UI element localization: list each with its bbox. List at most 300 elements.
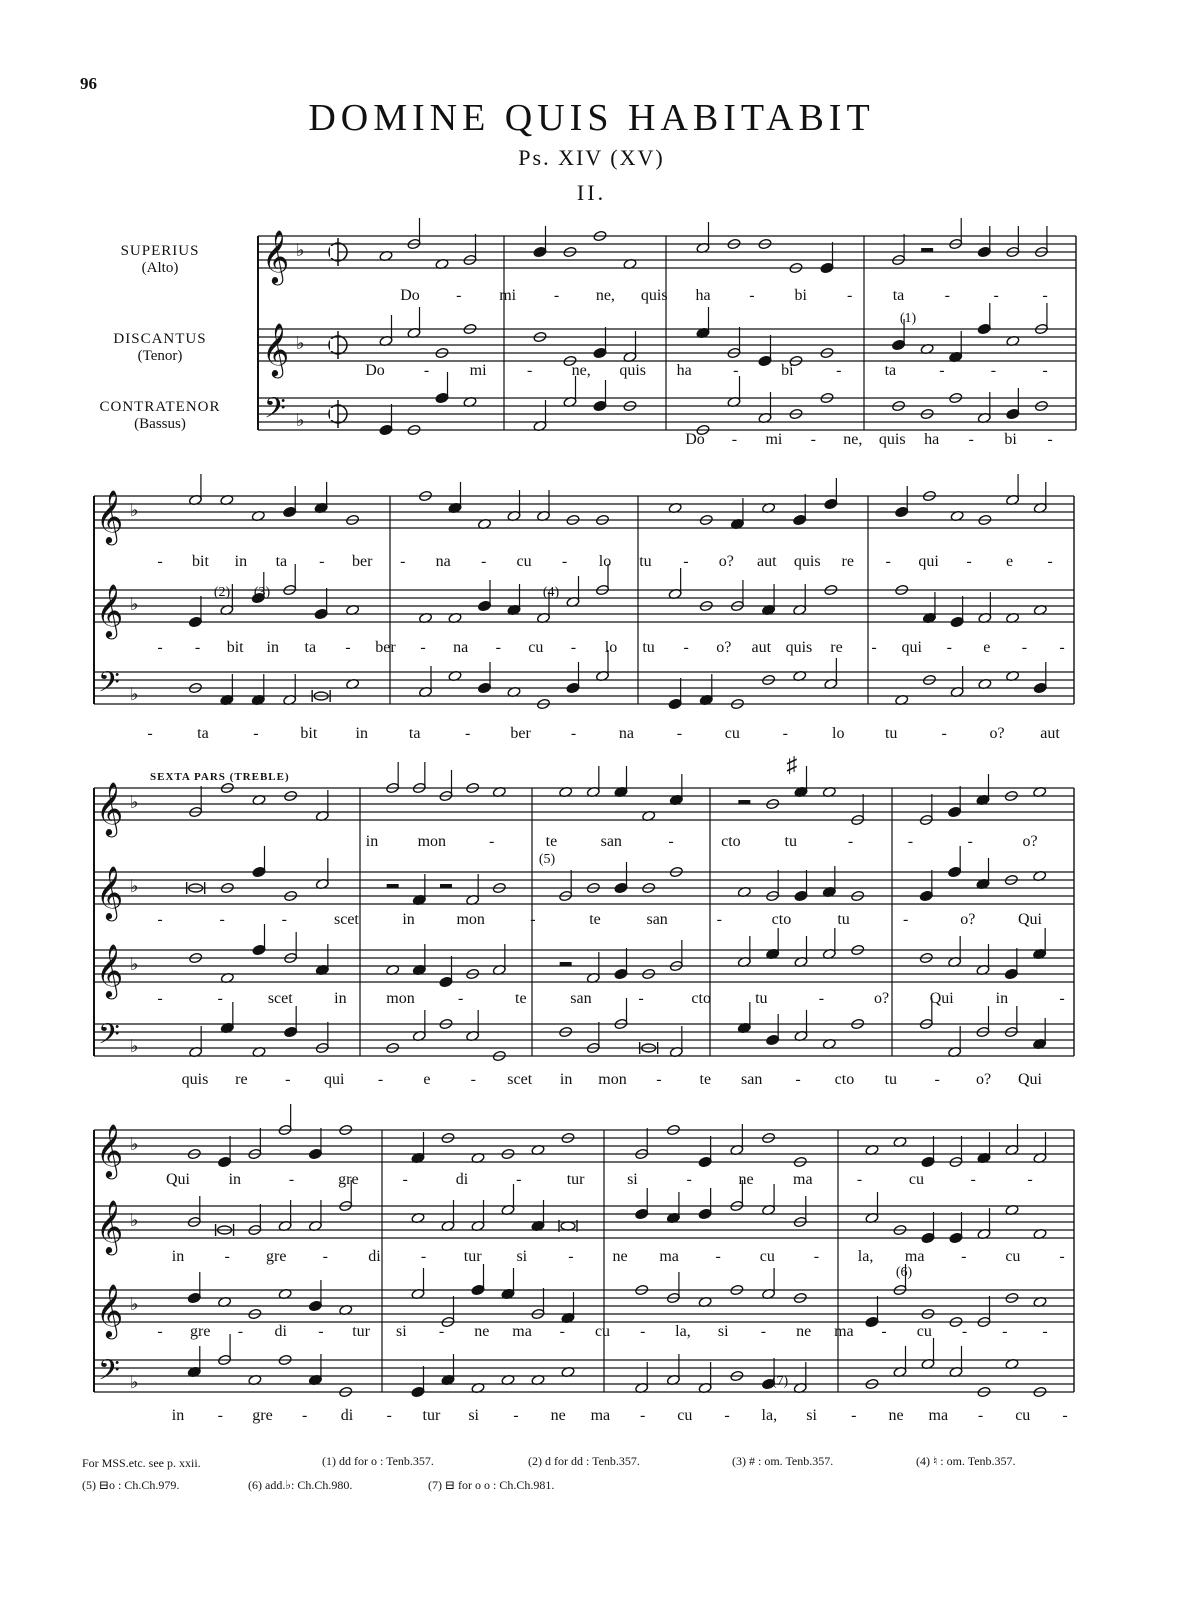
lyric-contratenor: - xyxy=(302,1407,308,1424)
lyric-superius: - xyxy=(1059,1248,1065,1265)
flat-icon: ♭ xyxy=(296,410,305,430)
rest-icon xyxy=(738,800,750,804)
lyric-discantus: si xyxy=(396,1323,407,1340)
lyric-discantus: na xyxy=(453,639,469,656)
bass-clef-icon: 𝄢 xyxy=(98,668,120,705)
lyric-contratenor: aut xyxy=(1040,725,1060,742)
lyric-sexta: - xyxy=(1027,1171,1033,1188)
lyric-contratenor: ha xyxy=(924,431,940,448)
lyric-superius: ne xyxy=(612,1248,628,1265)
lyric-contratenor: - xyxy=(1047,431,1053,448)
lyric-superius: - xyxy=(715,1248,721,1265)
lyric-discantus: - xyxy=(1021,639,1028,656)
lyric-contratenor: scet xyxy=(507,1071,533,1088)
lyric-superius: - xyxy=(319,553,325,570)
lyric-contratenor: ne xyxy=(550,1407,566,1424)
lyric-discantus: - xyxy=(495,639,501,656)
lyric-contratenor: - xyxy=(470,1071,476,1088)
lyric-contratenor: - xyxy=(377,1071,384,1088)
lyric-discantus: in xyxy=(334,990,347,1007)
lyric-superius: - xyxy=(553,287,560,304)
lyric-superius: ne, xyxy=(595,287,615,304)
lyric-superius: - xyxy=(400,553,406,570)
lyric-contratenor: Qui xyxy=(1018,1071,1042,1088)
lyric-discantus: - xyxy=(526,362,533,379)
lyric-discantus: - xyxy=(990,362,997,379)
lyric-discantus: ne xyxy=(796,1323,812,1340)
lyric-discantus: ne xyxy=(474,1323,490,1340)
lyric-superius: cu xyxy=(1005,1248,1021,1265)
lyric-contratenor: di xyxy=(340,1407,354,1424)
lyric-discantus: - xyxy=(458,990,464,1007)
lyric-contratenor: - xyxy=(253,725,259,742)
lyric-superius: scet xyxy=(333,911,359,928)
voice-role: (Bassus) xyxy=(134,416,186,432)
lyric-discantus: - xyxy=(640,1323,646,1340)
lyric-superius: - xyxy=(683,553,689,570)
page-number: 96 xyxy=(80,74,97,93)
treble-clef-icon: 𝄞 xyxy=(96,1125,124,1176)
voice-name: SUPERIUS xyxy=(120,243,200,259)
footnote-mss: For MSS.etc. see p. xxii. xyxy=(82,1456,201,1470)
lyric-contratenor: quis xyxy=(181,1071,209,1088)
lyric-contratenor: - xyxy=(386,1407,392,1424)
footnote-3: (3) # : om. Tenb.357. xyxy=(732,1454,834,1468)
footnote-7: (7) ⊟ for o o : Ch.Ch.981. xyxy=(428,1478,555,1492)
lyric-discantus: ta xyxy=(304,639,317,656)
treble-clef-icon: 𝄞 xyxy=(96,1201,124,1252)
lyric-contratenor: - xyxy=(724,1407,730,1424)
lyric-contratenor: cu xyxy=(1015,1407,1031,1424)
lyric-contratenor: in xyxy=(559,1071,573,1088)
lyric-contratenor: qui xyxy=(323,1071,345,1088)
lyric-contratenor: in xyxy=(171,1407,185,1424)
editorial-mark: (6) xyxy=(895,1265,913,1280)
lyric-discantus: - xyxy=(881,1323,887,1340)
part-number: II. xyxy=(576,180,607,205)
lyric-discantus: - xyxy=(157,990,163,1007)
bass-clef-icon: 𝄢 xyxy=(98,1020,120,1057)
sharp-icon: ♯ xyxy=(786,752,798,777)
sexta-pars-label: SEXTA PARS (TREBLE) xyxy=(150,771,290,783)
lyric-discantus: - xyxy=(237,1323,244,1340)
lyric-contratenor: in xyxy=(355,725,368,742)
lyric-discantus: ha xyxy=(676,362,692,379)
lyric-superius: si xyxy=(516,1248,528,1265)
lyric-discantus: - xyxy=(559,1323,565,1340)
lyric-superius: o? xyxy=(960,911,976,928)
lyric-superius: lo xyxy=(598,553,612,570)
lyric-superius: bit xyxy=(192,553,209,570)
flat-icon: ♭ xyxy=(296,240,305,260)
lyric-superius: - xyxy=(961,1248,967,1265)
lyric-discantus: te xyxy=(515,990,527,1007)
lyric-sexta: tur xyxy=(566,1171,585,1188)
lyric-contratenor: cu xyxy=(677,1407,693,1424)
lyric-discantus: ma xyxy=(512,1323,532,1340)
lyric-discantus: - xyxy=(420,639,426,656)
treble-clef-icon: 𝄞 xyxy=(96,867,124,918)
lyric-superius: - xyxy=(903,911,909,928)
lyric-contratenor: san xyxy=(741,1071,763,1088)
lyric-discantus: mon xyxy=(386,990,415,1007)
lyric-discantus: ne, xyxy=(571,362,591,379)
treble-clef-icon: 𝄞 xyxy=(262,324,290,375)
note xyxy=(561,1222,575,1230)
editorial-mark: (3) xyxy=(253,585,271,600)
lyric-contratenor: - xyxy=(795,1071,801,1088)
lyric-superius: bi xyxy=(794,287,807,304)
lyric-superius: mon xyxy=(456,911,485,928)
treble-clef-icon: 𝄞 xyxy=(96,945,124,996)
lyric-discantus: qui xyxy=(901,639,922,656)
lyric-superius: - xyxy=(456,287,462,304)
lyric-sexta: di xyxy=(455,1171,469,1188)
lyric-discantus: - xyxy=(760,1323,767,1340)
lyric-contratenor: - xyxy=(656,1071,662,1088)
piece-title: DOMINE QUIS HABITABIT xyxy=(308,97,875,139)
lyric-discantus: - xyxy=(438,1323,445,1340)
lyric-discantus: scet xyxy=(267,990,293,1007)
lyric-contratenor: na xyxy=(618,725,635,742)
lyric-superius: tu xyxy=(837,911,850,928)
lyric-discantus: cu xyxy=(594,1323,611,1340)
lyric-contratenor: - xyxy=(968,431,974,448)
lyric-discantus: - xyxy=(157,639,163,656)
lyric-sexta: cto xyxy=(721,833,741,850)
lyric-discantus: bi xyxy=(781,362,794,379)
flat-icon: ♭ xyxy=(130,954,139,974)
lyric-discantus: - xyxy=(961,1323,968,1340)
lyric-contratenor: - xyxy=(513,1407,519,1424)
lyric-discantus: - xyxy=(423,362,430,379)
lyric-discantus: - xyxy=(318,1323,324,1340)
lyric-discantus: ber xyxy=(375,639,396,656)
lyric-sexta: - xyxy=(488,833,495,850)
lyric-sexta: in xyxy=(365,833,379,850)
lyric-discantus: e xyxy=(983,639,991,656)
lyric-discantus: - xyxy=(194,639,201,656)
lyric-discantus: - xyxy=(836,362,842,379)
lyric-contratenor: - xyxy=(147,725,153,742)
flat-icon: ♭ xyxy=(130,876,139,896)
lyric-superius: ta xyxy=(892,287,905,304)
lyric-superius: - xyxy=(224,1248,230,1265)
editorial-mark: (2) xyxy=(213,585,231,600)
lyric-contratenor: ta xyxy=(408,725,421,742)
lyric-superius: te xyxy=(589,911,601,928)
lyric-superius: - xyxy=(885,553,891,570)
lyric-discantus: - xyxy=(570,639,577,656)
lyric-contratenor: ne xyxy=(888,1407,904,1424)
lyric-superius: - xyxy=(157,553,163,570)
lyric-contratenor: ne, xyxy=(843,431,863,448)
lyric-superius: ber xyxy=(352,553,373,570)
lyric-superius: Do xyxy=(400,287,420,304)
voice-name: CONTRATENOR xyxy=(99,399,221,415)
psalm-reference: Ps. XIV (XV) xyxy=(518,145,665,170)
lyric-contratenor: gre xyxy=(252,1407,273,1424)
lyric-superius: - xyxy=(530,911,536,928)
lyric-discantus: bit xyxy=(226,639,244,656)
lyric-discantus: - xyxy=(733,362,739,379)
lyric-contratenor: si xyxy=(806,1407,817,1424)
lyric-contratenor: re xyxy=(235,1071,248,1088)
cut-time-gap xyxy=(330,339,338,351)
lyric-superius: in xyxy=(234,553,248,570)
lyric-discantus: - xyxy=(217,990,223,1007)
lyric-sexta: tu xyxy=(784,833,797,850)
lyric-superius: - xyxy=(813,1248,820,1265)
editorial-mark: (7) xyxy=(771,1374,789,1389)
lyric-superius: qui xyxy=(918,553,939,570)
lyric-sexta: - xyxy=(847,833,854,850)
lyric-discantus: - xyxy=(157,1323,163,1340)
lyric-superius: in xyxy=(171,1248,185,1265)
lyric-contratenor: tur xyxy=(422,1407,441,1424)
lyric-contratenor: - xyxy=(782,725,788,742)
lyric-sexta: ne xyxy=(738,1171,754,1188)
rest-icon xyxy=(440,884,452,888)
lyric-sexta: si xyxy=(627,1171,638,1188)
lyric-superius: - xyxy=(846,287,853,304)
lyric-discantus: tu xyxy=(755,990,768,1007)
lyric-sexta: in xyxy=(228,1171,242,1188)
voice-role: (Alto) xyxy=(141,260,179,276)
lyric-superius: Qui xyxy=(1018,911,1042,928)
footnote-2: (2) d for dd : Tenb.357. xyxy=(528,1454,640,1468)
lyric-discantus: in xyxy=(995,990,1009,1007)
flat-icon: ♭ xyxy=(130,1134,139,1154)
lyric-contratenor: tu xyxy=(884,725,898,742)
cut-time-gap xyxy=(330,246,338,258)
footnote-5: (5) ⊟o : Ch.Ch.979. xyxy=(82,1478,180,1492)
lyric-discantus: san xyxy=(570,990,592,1007)
lyric-discantus: - xyxy=(1042,1323,1048,1340)
lyric-superius: - xyxy=(157,911,163,928)
lyric-contratenor: ma xyxy=(928,1407,949,1424)
flat-icon: ♭ xyxy=(130,1372,139,1392)
lyric-superius: - xyxy=(1042,287,1048,304)
flat-icon: ♭ xyxy=(130,1294,139,1314)
lyric-contratenor: cu xyxy=(724,725,740,742)
lyric-contratenor: - xyxy=(851,1407,857,1424)
lyric-superius: - xyxy=(420,1248,427,1265)
lyric-sexta: - xyxy=(516,1171,522,1188)
lyric-discantus: aut xyxy=(751,639,772,656)
lyric-contratenor: mon xyxy=(598,1071,627,1088)
lyric-superius: ta xyxy=(275,553,288,570)
lyric-superius: ma xyxy=(904,1248,925,1265)
lyric-superius: la, xyxy=(857,1248,874,1265)
lyric-contratenor: - xyxy=(285,1071,291,1088)
lyric-contratenor: ta xyxy=(197,725,209,742)
lyric-contratenor: si xyxy=(468,1407,480,1424)
lyric-discantus: - xyxy=(939,362,945,379)
lyric-superius: di xyxy=(368,1248,381,1265)
lyric-sexta: - xyxy=(402,1171,408,1188)
lyric-discantus: o? xyxy=(874,990,890,1007)
lyric-discantus: re xyxy=(830,639,843,656)
footnote-1: (1) dd for o : Tenb.357. xyxy=(322,1454,434,1468)
treble-clef-icon: 𝄞 xyxy=(262,231,290,282)
lyric-discantus: si xyxy=(717,1323,729,1340)
lyric-superius: - xyxy=(480,553,487,570)
flat-icon: ♭ xyxy=(130,1036,139,1056)
lyric-contratenor: - xyxy=(676,725,683,742)
lyric-superius: - xyxy=(219,911,225,928)
footnote-6: (6) add.♭: Ch.Ch.980. xyxy=(248,1478,353,1492)
lyric-superius: ma xyxy=(659,1248,679,1265)
lyric-sexta: - xyxy=(967,833,973,850)
lyric-contratenor: - xyxy=(731,431,738,448)
lyric-superius: e xyxy=(1005,553,1014,570)
lyric-superius: - xyxy=(966,553,972,570)
lyric-sexta: gre xyxy=(338,1171,359,1188)
lyric-discantus: gre xyxy=(190,1323,211,1340)
lyric-discantus: tur xyxy=(352,1323,371,1340)
lyric-sexta: o? xyxy=(1022,833,1038,850)
lyric-discantus: o? xyxy=(716,639,732,656)
treble-clef-icon: 𝄞 xyxy=(96,1285,124,1336)
lyric-contratenor: tu xyxy=(884,1071,898,1088)
footnote-4: (4) ♮ : om. Tenb.357. xyxy=(916,1454,1016,1468)
lyric-sexta: - xyxy=(907,833,914,850)
lyric-discantus: lo xyxy=(604,639,618,656)
lyric-contratenor: - xyxy=(934,1071,940,1088)
lyric-contratenor: - xyxy=(977,1407,984,1424)
lyric-superius: - xyxy=(993,287,999,304)
flat-icon: ♭ xyxy=(130,1210,139,1230)
lyric-sexta: san xyxy=(600,833,622,850)
lyric-contratenor: e xyxy=(423,1071,431,1088)
lyric-superius: - xyxy=(568,1248,574,1265)
lyric-contratenor: cto xyxy=(834,1071,855,1088)
lyric-superius: tu xyxy=(639,553,652,570)
lyric-contratenor: la, xyxy=(761,1407,778,1424)
lyric-discantus: cto xyxy=(691,990,711,1007)
lyric-discantus: - xyxy=(1059,990,1065,1007)
lyric-superius: re xyxy=(841,553,854,570)
rest-icon xyxy=(387,884,399,888)
lyric-superius: quis xyxy=(793,553,821,570)
lyric-discantus: la, xyxy=(675,1323,691,1340)
lyric-sexta: - xyxy=(686,1171,692,1188)
bass-clef-icon: 𝄢 xyxy=(264,394,286,431)
lyric-superius: cto xyxy=(771,911,792,928)
lyric-contratenor: quis xyxy=(878,431,906,448)
flat-icon: ♭ xyxy=(130,684,139,704)
lyric-discantus: mi xyxy=(469,362,487,379)
lyric-superius: - xyxy=(749,287,755,304)
lyric-superius: san xyxy=(646,911,668,928)
rest-icon xyxy=(560,962,572,966)
lyric-discantus: - xyxy=(871,639,877,656)
cut-time-gap xyxy=(330,408,338,420)
lyric-discantus: ma xyxy=(834,1323,854,1340)
lyric-sexta: - xyxy=(970,1171,976,1188)
bass-clef-icon: 𝄢 xyxy=(98,1356,120,1393)
rest-icon xyxy=(921,248,933,252)
lyric-superius: ha xyxy=(695,287,711,304)
editorial-mark: (4) xyxy=(542,585,560,600)
lyric-discantus: - xyxy=(1042,362,1048,379)
lyric-contratenor: o? xyxy=(976,1071,992,1088)
lyric-superius: na xyxy=(435,553,451,570)
lyric-sexta: ma xyxy=(793,1171,813,1188)
lyric-superius: - xyxy=(716,911,722,928)
lyric-sexta: cu xyxy=(908,1171,924,1188)
lyric-contratenor: - xyxy=(810,431,816,448)
treble-clef-icon: 𝄞 xyxy=(96,491,124,542)
lyric-contratenor: - xyxy=(941,725,947,742)
flat-icon: ♭ xyxy=(130,500,139,520)
lyric-contratenor: - xyxy=(639,1407,646,1424)
lyric-contratenor: Do xyxy=(685,431,705,448)
lyric-superius: quis xyxy=(640,287,668,304)
flat-icon: ♭ xyxy=(296,333,305,353)
voice-name: DISCANTUS xyxy=(113,331,207,347)
lyric-contratenor: - xyxy=(217,1407,223,1424)
lyric-discantus: cu xyxy=(916,1323,932,1340)
lyric-discantus: - xyxy=(818,990,825,1007)
lyric-superius: mi xyxy=(499,287,517,304)
lyric-superius: cu xyxy=(516,553,532,570)
lyric-sexta: mon xyxy=(417,833,447,850)
lyric-discantus: di xyxy=(274,1323,287,1340)
lyric-contratenor: ber xyxy=(510,725,531,742)
lyric-discantus: cu xyxy=(528,639,544,656)
lyric-contratenor: - xyxy=(464,725,471,742)
lyric-discantus: - xyxy=(1059,639,1065,656)
lyric-discantus: - xyxy=(345,639,351,656)
lyric-discantus: Do xyxy=(365,362,385,379)
lyric-superius: gre xyxy=(266,1248,287,1265)
lyric-superius: tur xyxy=(463,1248,482,1265)
lyric-discantus: - xyxy=(946,639,952,656)
lyric-discantus: quis xyxy=(785,639,813,656)
lyric-contratenor: lo xyxy=(832,725,845,742)
treble-clef-icon: 𝄞 xyxy=(96,585,124,636)
lyric-discantus: quis xyxy=(619,362,647,379)
lyric-sexta: Qui xyxy=(166,1171,190,1188)
editorial-mark: (5) xyxy=(538,852,556,867)
lyric-contratenor: - xyxy=(570,725,577,742)
lyric-superius: - xyxy=(561,553,568,570)
lyric-discantus: ta xyxy=(884,362,897,379)
flat-icon: ♭ xyxy=(130,594,139,614)
voice-role: (Tenor) xyxy=(137,348,183,364)
lyric-superius: o? xyxy=(718,553,734,570)
lyric-sexta: - xyxy=(668,833,674,850)
lyric-contratenor: bit xyxy=(300,725,318,742)
lyric-discantus: - xyxy=(1002,1323,1008,1340)
lyric-discantus: Qui xyxy=(929,990,954,1007)
lyric-contratenor: - xyxy=(1062,1407,1068,1424)
editorial-mark: (1) xyxy=(899,311,917,326)
lyric-sexta: - xyxy=(288,1171,295,1188)
lyric-sexta: te xyxy=(545,833,558,850)
lyric-superius: - xyxy=(944,287,950,304)
lyric-superius: - xyxy=(1047,553,1053,570)
lyric-contratenor: bi xyxy=(1004,431,1017,448)
lyric-sexta: - xyxy=(856,1171,863,1188)
lyric-superius: - xyxy=(322,1248,328,1265)
lyric-superius: - xyxy=(281,911,287,928)
lyric-superius: aut xyxy=(757,553,777,570)
lyric-discantus: tu xyxy=(642,639,655,656)
lyric-superius: cu xyxy=(759,1248,775,1265)
